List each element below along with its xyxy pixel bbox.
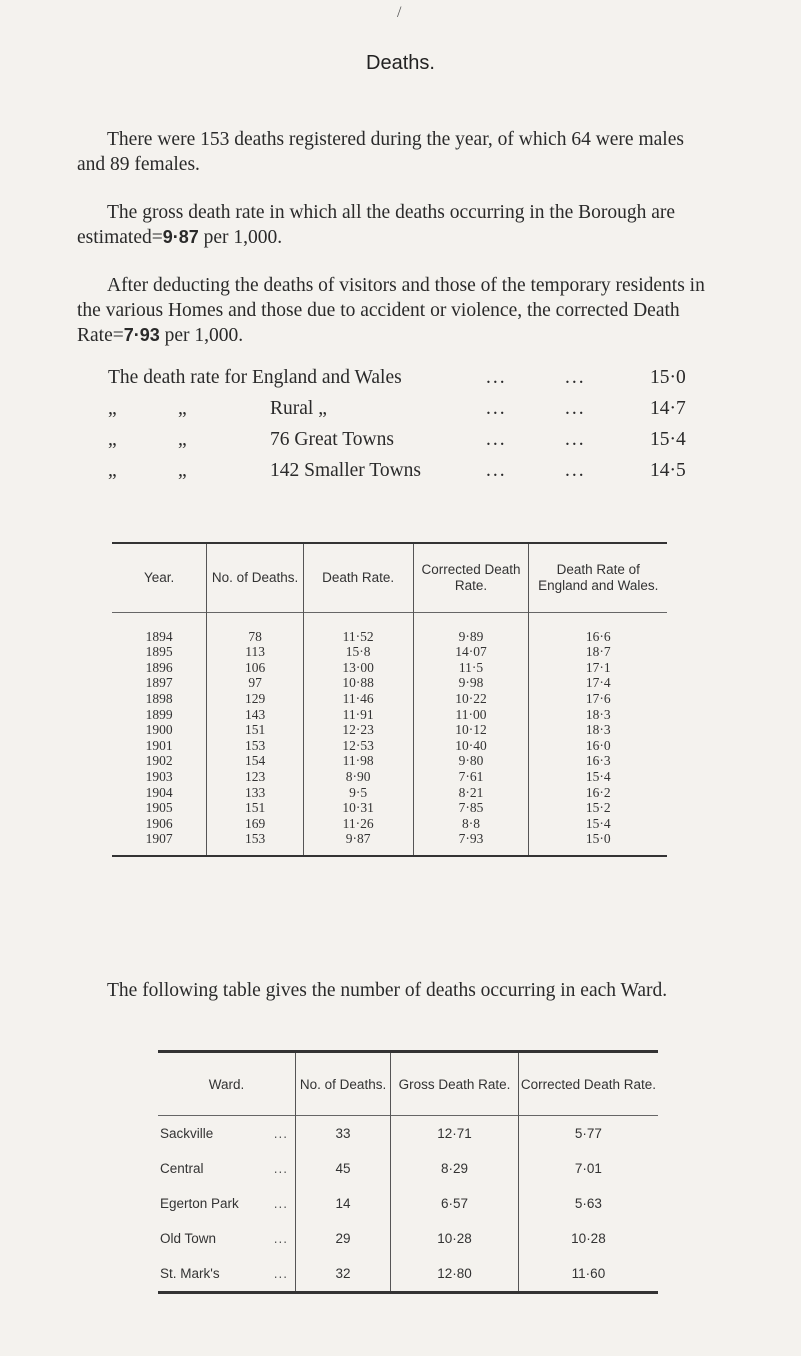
ditto-mark: „ [178,429,187,450]
table-cell: 16·2 [529,785,667,801]
corrected-death-rate-paragraph [77,273,707,348]
table-cell: 123 [207,769,304,785]
comparison-row [108,460,702,491]
table-cell: 113 [207,644,304,660]
comparison-value: 15·4 [650,429,686,450]
leader-dots: ... [565,429,586,450]
table-row [112,738,667,754]
leader-dots: ... [486,367,507,388]
table-cell: 1896 [145,659,173,675]
table-cell: 10·88 [303,675,413,691]
table-cell: 17·1 [529,660,667,676]
ward-name-cell [158,1151,296,1186]
table-cell: 1903 [145,768,173,784]
table-cell: 151 [207,800,304,816]
ward-name: Old Town [160,1231,217,1246]
table-cell: 5·63 [518,1186,658,1221]
table-cell: 12·71 [391,1116,519,1152]
comparison-name: 142 Smaller Towns [270,460,422,481]
table-cell: 17·6 [529,691,667,707]
comparison-value: 14·5 [650,460,686,481]
table-row [112,831,667,856]
header-death-rate: Death Rate. [303,543,413,613]
gross-rate-text: The gross death rate in which all the deaths occurring in the Borough are estimated= [77,202,676,248]
leader-dots: ... [486,460,507,481]
table-cell: 153 [207,831,304,856]
table-cell [303,613,413,629]
table-cell: 10·40 [413,738,529,754]
header-corrected-rate: Corrected Death Rate. [518,1052,658,1116]
yearly-death-rate-table [112,542,667,857]
ditto-mark: „ [178,460,187,481]
table-cell: 8·90 [303,769,413,785]
table-row [112,629,667,645]
comparison-row [108,429,702,460]
table-cell: 15·4 [529,769,667,785]
table-cell: 15·8 [303,644,413,660]
table-cell: 12·53 [303,738,413,754]
table-cell: 11·5 [413,660,529,676]
header-ward: Ward. [208,1076,245,1092]
table-cell: 16·0 [529,738,667,754]
table-cell [112,613,207,629]
table-cell: 1900 [145,722,173,738]
table-cell: 8·21 [413,785,529,801]
table-row [158,1256,658,1293]
table-row [158,1116,658,1152]
leader-dots: ... [273,1231,289,1246]
table-cell: 12·80 [391,1256,519,1293]
leader-dots: ... [486,429,507,450]
table-header-row [158,1052,658,1116]
table-cell: 153 [207,738,304,754]
table-cell: 1898 [145,690,173,706]
comparison-row [108,398,702,429]
header-deaths: No. of Deaths. [207,543,304,613]
ditto-mark: „ [108,460,117,481]
ward-name-cell [158,1221,296,1256]
comparison-name: Rural „ [270,398,327,419]
comparison-lead: The death rate for England and Wales [108,367,402,388]
table-cell: 9·80 [413,753,529,769]
table-cell: 9·98 [413,675,529,691]
table-cell: 8·29 [391,1151,519,1186]
table-cell: 1894 [145,628,173,644]
header-deaths: No. of Deaths. [296,1052,391,1116]
corrected-rate-value: 7·93 [123,325,160,345]
table-cell: 18·3 [529,722,667,738]
table-cell: 15·0 [529,831,667,856]
table-cell: 10·22 [413,691,529,707]
table-cell: 1905 [145,800,173,816]
table-cell: 45 [296,1151,391,1186]
table-cell: 15·4 [529,816,667,832]
table-row [112,691,667,707]
table-cell: 10·28 [391,1221,519,1256]
table-cell: 9·87 [303,831,413,856]
header-gross-rate: Gross Death Rate. [391,1052,519,1116]
table-row [112,675,667,691]
table-cell: 1895 [145,644,173,660]
table-cell: 78 [207,629,304,645]
ward-name: Egerton Park [160,1196,239,1211]
ward-death-rate-table [158,1050,658,1294]
header-year: Year. [144,570,175,585]
table-cell: 106 [207,660,304,676]
table-cell: 11·26 [303,816,413,832]
table-cell [529,613,667,629]
table-cell: 13·00 [303,660,413,676]
table-cell: 29 [296,1221,391,1256]
table-row [112,816,667,832]
comparison-value: 14·7 [650,398,686,419]
table-cell: 10·28 [518,1221,658,1256]
table-cell: 10·12 [413,722,529,738]
ditto-mark: „ [108,429,117,450]
table-cell: 1902 [145,753,173,769]
table-cell: 7·61 [413,769,529,785]
leader-dots: ... [273,1126,289,1141]
comparison-row [108,367,702,398]
leader-dots: ... [273,1266,289,1281]
ward-name: St. Mark's [160,1266,220,1281]
table-row [112,707,667,723]
gross-rate-suffix: per 1,000. [198,227,283,248]
table-cell: 7·93 [413,831,529,856]
table-cell: 16·6 [529,629,667,645]
table-cell: 33 [296,1116,391,1152]
table-row [158,1221,658,1256]
table-cell: 32 [296,1256,391,1293]
ward-name-cell [158,1256,296,1293]
table-cell: 143 [207,707,304,723]
ward-intro-paragraph: The following table gives the number of deaths occurring in each Ward. [107,980,668,1001]
table-cell: 14 [296,1186,391,1221]
table-cell: 1901 [145,737,173,753]
leader-dots: ... [273,1161,289,1176]
section-title: Deaths. [366,52,435,74]
corrected-rate-text: After deducting the deaths of visitors and those of the temporary residents in the various Homes and those due to accident or violence, the corrected Death Rate= [77,275,705,346]
table-cell: 1906 [145,815,173,831]
header-corrected-rate: Corrected Death Rate. [413,543,529,613]
ward-name: Central [160,1161,204,1176]
comparison-name: 76 Great Towns [270,429,394,450]
table-cell: 10·31 [303,800,413,816]
table-cell: 129 [207,691,304,707]
table-cell: 1897 [145,675,173,691]
table-cell: 11·46 [303,691,413,707]
table-cell: 11·98 [303,753,413,769]
table-cell: 18·7 [529,644,667,660]
leader-dots: ... [273,1196,289,1211]
table-row [112,800,667,816]
table-row [158,1186,658,1221]
table-spacer-row [112,613,667,629]
table-row [112,722,667,738]
ditto-mark: „ [178,398,187,419]
table-cell: 18·3 [529,707,667,723]
corrected-rate-suffix: per 1,000. [159,325,244,346]
table-cell [207,613,304,629]
table-cell: 9·5 [303,785,413,801]
table-cell: 151 [207,722,304,738]
table-header-row [112,543,667,613]
ward-name-cell [158,1186,296,1221]
table-cell: 11·00 [413,707,529,723]
table-cell: 17·4 [529,675,667,691]
comparison-list [108,367,702,491]
table-cell: 11·60 [518,1256,658,1293]
table-cell: 1907 [145,831,173,847]
gross-death-rate-paragraph [77,200,707,250]
table-cell [413,613,529,629]
leader-dots: ... [565,460,586,481]
gross-rate-value: 9·87 [162,227,199,247]
table-cell: 11·91 [303,707,413,723]
table-cell: 7·85 [413,800,529,816]
table-cell: 7·01 [518,1151,658,1186]
table-cell: 5·77 [518,1116,658,1152]
table-cell: 14·07 [413,644,529,660]
ditto-mark: „ [108,398,117,419]
table-cell: 6·57 [391,1186,519,1221]
leader-dots: ... [486,398,507,419]
table-cell: 154 [207,753,304,769]
table-row [158,1151,658,1186]
comparison-value: 15·0 [650,367,686,388]
table-row [112,753,667,769]
table-row [112,660,667,676]
header-england-wales-rate: Death Rate of England and Wales. [529,543,667,613]
deaths-summary-paragraph: There were 153 deaths registered during the year, of which 64 were males and 89 females. [77,129,684,175]
ward-name-cell [158,1116,296,1152]
table-cell: 8·8 [413,816,529,832]
leader-dots: ... [565,367,586,388]
table-cell: 16·3 [529,753,667,769]
table-row [112,644,667,660]
leader-dots: ... [565,398,586,419]
table-cell: 15·2 [529,800,667,816]
table-row [112,769,667,785]
ward-name: Sackville [160,1126,214,1141]
table-cell: 9·89 [413,629,529,645]
table-cell: 11·52 [303,629,413,645]
table-cell: 97 [207,675,304,691]
table-cell: 169 [207,816,304,832]
table-cell: 1899 [145,706,173,722]
table-row [112,785,667,801]
table-cell: 133 [207,785,304,801]
table-cell: 1904 [145,784,173,800]
page-mark: / [397,4,402,21]
table-cell: 12·23 [303,722,413,738]
